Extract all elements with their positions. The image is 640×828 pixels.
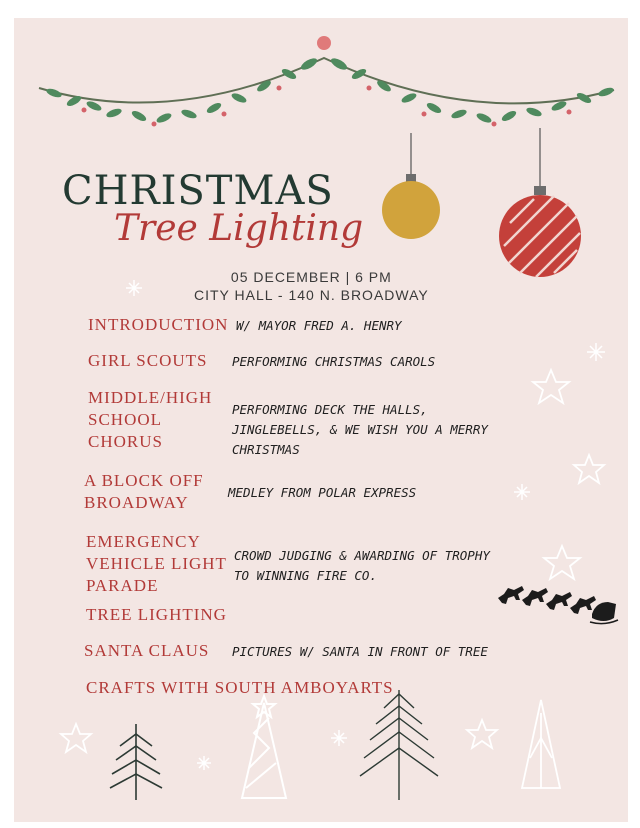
program-item-name: INTRODUCTION xyxy=(88,315,229,334)
event-info xyxy=(194,268,429,304)
pine-tree-icon xyxy=(522,700,560,788)
event-location: CITY HALL - 140 N. BROADWAY xyxy=(194,287,429,303)
page-subtitle: Tree Lighting xyxy=(114,208,364,249)
snowflake-icon xyxy=(126,280,142,296)
star-icon xyxy=(61,724,91,752)
program-item-name: CRAFTS WITH SOUTH AMBOYARTS xyxy=(86,678,394,697)
snowflake-icon xyxy=(514,484,530,500)
program-item-name: A BLOCK OFF BROADWAY xyxy=(84,471,204,512)
program-item-desc: MEDLEY FROM POLAR EXPRESS xyxy=(228,485,417,500)
pine-tree-icon xyxy=(360,690,438,800)
program-item-name: EMERGENCY VEHICLE LIGHT PARADE xyxy=(86,532,227,595)
program-item-name: MIDDLE/HIGH SCHOOL CHORUS xyxy=(88,388,213,451)
program-item-name: TREE LIGHTING xyxy=(86,605,227,624)
star-icon xyxy=(533,370,569,403)
program-item-name: SANTA CLAUS xyxy=(84,641,210,660)
program-item-desc: CROWD JUDGING & AWARDING OF TROPHY TO WINNING FIRE CO. xyxy=(234,548,490,583)
santa-sleigh-icon xyxy=(498,586,618,624)
program-item-name: GIRL SCOUTS xyxy=(88,351,208,370)
flyer-page xyxy=(14,18,628,822)
page-title: CHRISTMAS xyxy=(62,168,334,214)
pine-tree-icon xyxy=(242,696,286,798)
snowflake-icon xyxy=(587,343,605,361)
star-icon xyxy=(467,720,497,748)
star-icon xyxy=(544,546,580,579)
program-item-desc: PERFORMING CHRISTMAS CAROLS xyxy=(232,354,436,369)
program-item-desc: PICTURES W/ SANTA IN FRONT OF TREE xyxy=(232,644,488,659)
snowflake-icon xyxy=(197,756,211,770)
program-item-desc: W/ MAYOR FRED A. HENRY xyxy=(236,318,402,333)
striped-ornament-icon xyxy=(499,128,581,277)
garland-icon xyxy=(39,36,615,127)
event-date: 05 DECEMBER | 6 PM xyxy=(230,269,392,285)
star-icon xyxy=(574,455,604,483)
gold-ornament-icon xyxy=(382,133,440,239)
snowflake-icon xyxy=(331,730,347,746)
program-item-desc: PERFORMING DECK THE HALLS, JINGLEBELLS, & WE WISH YOU A MERRY CHRISTMAS xyxy=(232,402,488,457)
pine-tree-icon xyxy=(110,724,162,800)
